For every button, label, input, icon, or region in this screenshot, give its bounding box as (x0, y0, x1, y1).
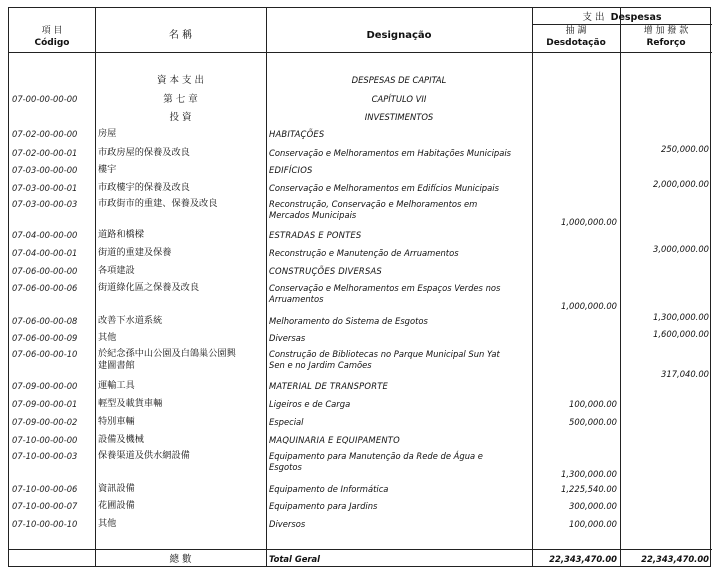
row-designation: Conservação e Melhoramentos em Edifícios Municipais (269, 183, 499, 193)
row-code: 07-02-00-00-01 (12, 148, 78, 158)
row-name-zh: 市政樓宇的保養及改良 (98, 182, 190, 193)
row-reforco: 1,300,000.00 (653, 312, 709, 322)
row-desdotacao: 1,000,000.00 (561, 301, 617, 311)
row-name-zh: 於紀念孫中山公園及白鴿巢公園興 (98, 348, 236, 359)
row-name-zh: 設備及機械 (98, 434, 144, 445)
row-designation-cont: Sen e no Jardim Camões (269, 360, 372, 370)
col-divider (266, 8, 267, 566)
section-title-zh: 資 本 支 出 (156, 75, 205, 86)
row-designation: HABITAÇÕES (269, 129, 325, 139)
header-desd-zh: 抽 調 (565, 26, 587, 36)
header-code-pt: Código (34, 38, 70, 48)
row-code: 07-09-00-00-00 (12, 381, 78, 391)
header-expenses-pt: Despesas (610, 12, 662, 23)
row-name-zh-cont: 建圖書館 (98, 360, 135, 371)
header-bottom-line (9, 52, 712, 53)
row-designation: Equipamento de Informática (269, 484, 389, 494)
row-name-zh: 樓宇 (98, 164, 117, 175)
row-name-zh: 輕型及載貨車輛 (98, 398, 163, 409)
row-code: 07-03-00-00-03 (12, 199, 78, 209)
chapter-pt: CAPÍTULO VII (371, 94, 427, 104)
row-designation-cont: Arruamentos (269, 294, 324, 304)
row-designation: Reconstrução e Manutenção de Arruamentos (269, 248, 459, 258)
row-reforco: 2,000,000.00 (653, 179, 709, 189)
row-name-zh: 市政街市的重建、保養及改良 (98, 198, 218, 209)
row-code: 07-04-00-00-01 (12, 248, 78, 258)
row-code: 07-09-00-00-01 (12, 399, 78, 409)
row-code: 07-09-00-00-02 (12, 417, 78, 427)
header-designation: Designação (366, 30, 432, 41)
row-designation: Melhoramento do Sistema de Esgotos (269, 316, 428, 326)
row-designation-cont: Mercados Municipais (269, 210, 357, 220)
row-reforco: 3,000,000.00 (653, 244, 709, 254)
row-name-zh: 房屋 (98, 128, 117, 139)
total-desdotacao: 22,343,470.00 (549, 554, 617, 564)
row-code: 07-10-00-00-00 (12, 435, 78, 445)
row-name-zh: 資訊設備 (98, 483, 135, 494)
row-designation: Equipamento para Jardins (269, 501, 378, 511)
row-name-zh: 保養渠道及供水網設備 (98, 450, 190, 461)
row-name-zh: 其他 (98, 518, 117, 529)
row-desdotacao: 300,000.00 (569, 501, 617, 511)
row-name-zh: 市政房屋的保養及改良 (98, 147, 190, 158)
row-designation: EDIFÍCIOS (269, 165, 313, 175)
col-divider (95, 8, 96, 566)
row-desdotacao: 500,000.00 (569, 417, 617, 427)
row-designation: Construção de Bibliotecas no Parque Municipal Sun Yat (269, 349, 500, 359)
row-designation: MAQUINARIA E EQUIPAMENTO (269, 435, 400, 445)
invest-zh: 投 資 (169, 112, 192, 123)
row-code: 07-06-00-00-08 (12, 316, 78, 326)
header-ref-pt: Reforço (646, 38, 686, 48)
chapter-code: 07-00-00-00-00 (12, 94, 78, 104)
row-reforco: 317,040.00 (661, 369, 709, 379)
header-name-zh: 名 稱 (168, 30, 193, 41)
row-code: 07-02-00-00-00 (12, 129, 78, 139)
row-designation: Conservação e Melhoramentos em Habitações Municipais (269, 148, 512, 158)
row-code: 07-06-00-00-09 (12, 333, 78, 343)
row-desdotacao: 1,225,540.00 (561, 484, 617, 494)
row-code: 07-10-00-00-03 (12, 451, 78, 461)
row-designation: CONSTRUÇÕES DIVERSAS (269, 266, 382, 276)
col-divider (532, 8, 533, 566)
row-desdotacao: 1,000,000.00 (561, 217, 617, 227)
row-designation: ESTRADAS E PONTES (269, 230, 362, 240)
total-label-zh: 總 數 (169, 554, 192, 565)
row-designation: Reconstrução, Conservação e Melhoramentos em (269, 199, 478, 209)
row-designation: Conservação e Melhoramentos em Espaços Verdes nos (269, 283, 501, 293)
total-top-line (9, 549, 712, 550)
header-desd-pt: Desdotação (546, 38, 606, 48)
invest-pt: INVESTIMENTOS (364, 112, 434, 122)
row-code: 07-06-00-00-10 (12, 349, 78, 359)
row-desdotacao: 1,300,000.00 (561, 469, 617, 479)
total-reforco: 22,343,470.00 (641, 554, 709, 564)
row-code: 07-06-00-00-06 (12, 283, 78, 293)
row-name-zh: 特別車輛 (98, 416, 135, 427)
header-code-zh: 項 目 (41, 26, 63, 36)
row-designation: MATERIAL DE TRANSPORTE (269, 381, 389, 391)
row-designation-cont: Esgotos (269, 462, 302, 472)
total-label-pt: Total Geral (269, 554, 321, 564)
row-designation: Diversas (269, 333, 306, 343)
row-designation: Diversos (269, 519, 306, 529)
row-code: 07-10-00-00-10 (12, 519, 78, 529)
row-name-zh: 運輸工具 (98, 380, 135, 391)
row-code: 07-10-00-00-06 (12, 484, 78, 494)
header-expenses (532, 12, 712, 23)
header-expenses-zh: 支 出 (582, 12, 605, 23)
row-name-zh: 街道的重建及保養 (98, 247, 172, 258)
row-designation: Equipamento para Manutenção da Rede de Água e (269, 451, 483, 461)
row-reforco: 250,000.00 (661, 144, 709, 154)
row-name-zh: 其他 (98, 332, 117, 343)
header-ref-zh: 增 加 撥 款 (643, 26, 689, 36)
row-code: 07-10-00-00-07 (12, 501, 78, 511)
chapter-zh: 第 七 章 (163, 94, 198, 105)
row-desdotacao: 100,000.00 (569, 519, 617, 529)
row-designation: Ligeiros e de Carga (269, 399, 351, 409)
row-code: 07-04-00-00-00 (12, 230, 78, 240)
row-code: 07-03-00-00-01 (12, 183, 78, 193)
row-name-zh: 改善下水道系統 (98, 315, 163, 326)
header-divider (532, 24, 712, 25)
row-name-zh: 各項建設 (98, 265, 135, 276)
row-designation: Especial (269, 417, 304, 427)
row-code: 07-03-00-00-00 (12, 165, 78, 175)
row-code: 07-06-00-00-00 (12, 266, 78, 276)
row-name-zh: 道路和橋樑 (98, 229, 144, 240)
col-divider (620, 8, 621, 566)
budget-table (8, 7, 711, 567)
row-reforco: 1,600,000.00 (653, 329, 709, 339)
section-title-pt: DESPESAS DE CAPITAL (351, 75, 447, 85)
row-desdotacao: 100,000.00 (569, 399, 617, 409)
row-name-zh: 花圃設備 (98, 500, 135, 511)
row-name-zh: 街道綠化區之保養及改良 (98, 282, 200, 293)
